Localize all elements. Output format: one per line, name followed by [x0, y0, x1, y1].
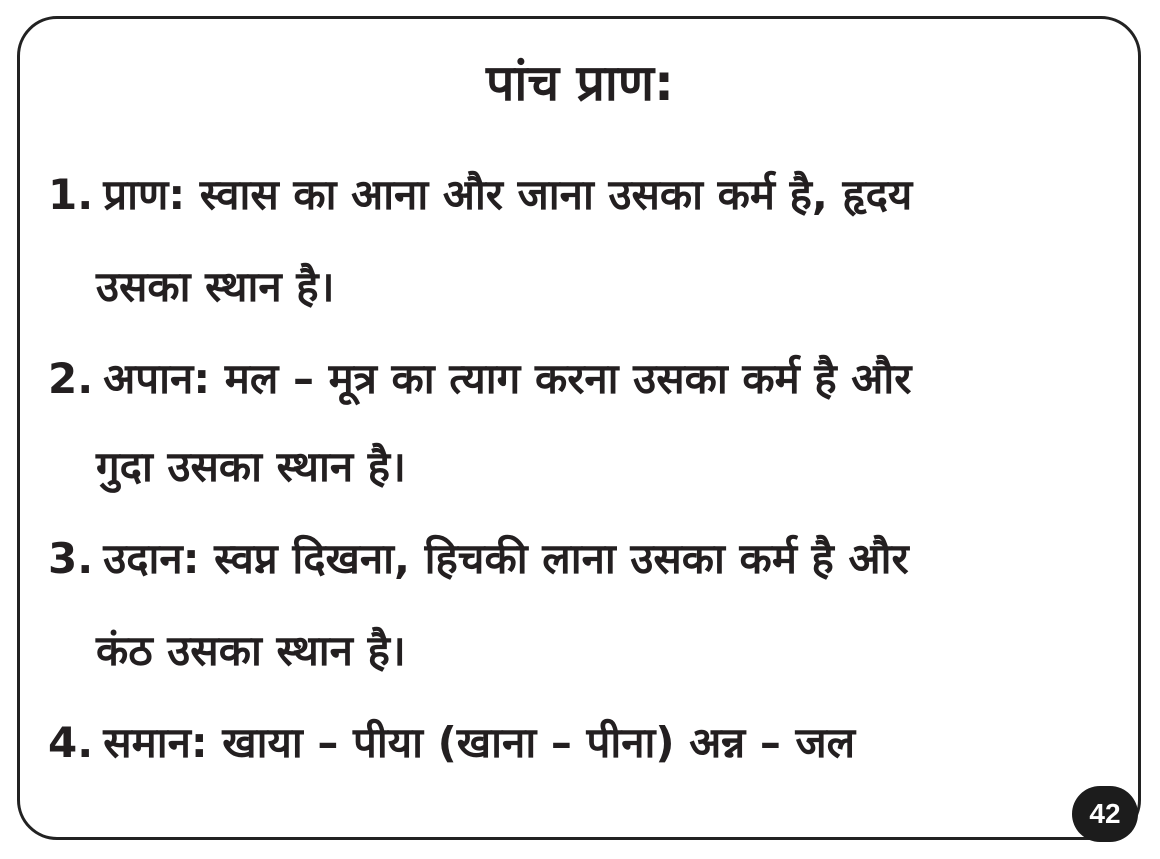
- list-item-text: अपान: मल – मूत्र का त्याग करना उसका कर्म है और: [103, 354, 912, 403]
- list-item-3: [48, 534, 909, 583]
- list-item-number: 2.: [48, 354, 94, 403]
- list-item-2-continuation: गुदा उसका स्थान है।: [96, 442, 406, 491]
- content-card: [17, 16, 1141, 840]
- list-item-4: [48, 718, 856, 767]
- list-item-text: उदान: स्वप्न दिखना, हिचकी लाना उसका कर्म है और: [103, 534, 909, 583]
- list-item-number: 1.: [48, 170, 94, 219]
- page-number-badge: 42: [1072, 786, 1138, 842]
- list-item-1-continuation: उसका स्थान है।: [96, 262, 335, 311]
- list-item-text: समान: खाया – पीया (खाना – पीना) अन्न – जल: [103, 718, 856, 767]
- list-item-2: [48, 354, 912, 403]
- list-item-1: [48, 170, 913, 219]
- list-item-3-continuation: कंठ उसका स्थान है।: [96, 626, 406, 675]
- list-item-text: प्राण: स्वास का आना और जाना उसका कर्म है, हृदय: [103, 170, 913, 219]
- page-title: पांच प्राण:: [485, 54, 675, 112]
- list-item-number: 4.: [48, 718, 94, 767]
- list-item-number: 3.: [48, 534, 94, 583]
